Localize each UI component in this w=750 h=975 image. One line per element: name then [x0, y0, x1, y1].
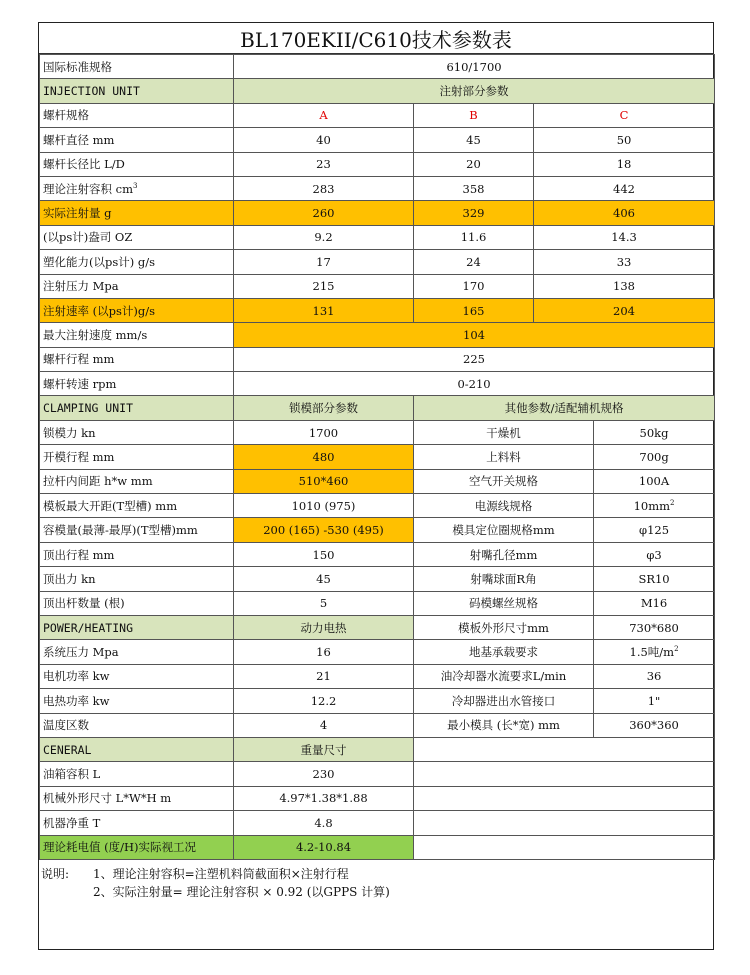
- power-label-text: 温度区数: [43, 718, 89, 733]
- general-value-text: 4.8: [314, 815, 333, 830]
- inj-value: [234, 298, 414, 322]
- inj-value-text: 17: [316, 254, 331, 269]
- inj-value: [534, 250, 715, 274]
- inj-value: [414, 201, 534, 225]
- inj-value: [234, 128, 414, 152]
- inj-value: [234, 274, 414, 298]
- inj-header-text: 注射部分参数: [439, 84, 509, 99]
- row-rpm: [40, 372, 715, 396]
- energy-value-text: 4.2-10.84: [295, 840, 352, 855]
- max-speed-value-text: 104: [463, 327, 485, 342]
- inj-value-text: 9.2: [314, 230, 333, 245]
- power-olabel: [414, 713, 594, 737]
- max-speed-value: [234, 323, 715, 347]
- clamp-label: [40, 420, 234, 444]
- other-value-text: φ125: [639, 523, 670, 538]
- inj-value-text: 260: [312, 206, 335, 221]
- inj-value-text: 24: [466, 254, 481, 269]
- inj-header: [234, 79, 715, 103]
- clamp-value-text: 5: [319, 596, 328, 611]
- power-other-value-text: 730*680: [629, 620, 679, 635]
- inj-value-text: 33: [616, 254, 632, 269]
- power-ovalue: [594, 713, 715, 737]
- general-header-text: 重量尺寸: [300, 742, 347, 757]
- inj-label: [40, 250, 234, 274]
- other-label: [414, 469, 594, 493]
- power-olabel-text: 油冷却器水流要求L/min: [440, 669, 567, 684]
- general-label-text: 机械外形尺寸 L*W*H m: [43, 791, 172, 806]
- spec-sheet: [38, 22, 714, 950]
- power-ovalue-text: 360*360: [629, 718, 679, 733]
- inj-label: [40, 176, 234, 200]
- clamp-value-text: 45: [316, 571, 331, 586]
- inj-value: [414, 152, 534, 176]
- inj-value: [534, 298, 715, 322]
- power-ovalue-text: 1.5吨/m: [629, 645, 675, 660]
- inj-value-text: 442: [613, 181, 635, 196]
- empty-cell: [414, 811, 715, 835]
- other-value-text: 700g: [639, 449, 669, 464]
- power-label-text: 系统压力 Mpa: [43, 645, 119, 660]
- inj-label-text: 理论注射容积 cm: [43, 181, 134, 196]
- clamp-value-text: 150: [312, 547, 335, 562]
- inj-label-text: 塑化能力(以ps计) g/s: [43, 254, 156, 269]
- clamp-label: [40, 591, 234, 615]
- power-ovalue: [594, 664, 715, 688]
- inj-value: [414, 274, 534, 298]
- row-injection-2: [40, 176, 715, 200]
- row-injection-header: [40, 79, 715, 103]
- inj-value-text: 358: [462, 181, 485, 196]
- other-label-text: 上料料: [486, 449, 521, 464]
- clamp-label: [40, 518, 234, 542]
- row-general-2: [40, 811, 715, 835]
- row-injection-7: [40, 298, 715, 322]
- clamp-value-text: 200 (165) -530 (495): [263, 523, 384, 538]
- inj-value-text: 20: [466, 157, 481, 172]
- rpm-label: [40, 372, 234, 396]
- other-label-text: 码模螺丝规格: [469, 596, 538, 611]
- inj-value-text: 14.3: [611, 230, 637, 245]
- screw-spec-col-b-text: B: [469, 108, 478, 123]
- power-value: [234, 640, 414, 664]
- stroke-label-text: 螺杆行程 mm: [43, 352, 115, 367]
- screw-spec-col-c: [534, 103, 715, 127]
- screw-spec-col-c-text: C: [619, 108, 629, 123]
- row-injection-0: [40, 128, 715, 152]
- inj-label-text: 实际注射量 g: [43, 206, 112, 221]
- other-value-sup: 2: [670, 498, 675, 507]
- clamp-header-text: 锁模部分参数: [289, 401, 358, 416]
- std-label-text: 国际标准规格: [43, 59, 112, 74]
- inj-value-text: 204: [613, 303, 635, 318]
- clamp-value: [234, 518, 414, 542]
- inj-unit: [40, 79, 234, 103]
- clamp-label: [40, 445, 234, 469]
- empty-cell: [414, 737, 715, 761]
- row-general-0: [40, 762, 715, 786]
- other-label-text: 射嘴孔径mm: [469, 547, 538, 562]
- inj-label: [40, 274, 234, 298]
- inj-value-text: 50: [616, 132, 632, 147]
- row-clamp-3: [40, 494, 715, 518]
- inj-label: [40, 225, 234, 249]
- row-clamp-7: [40, 591, 715, 615]
- inj-value: [414, 298, 534, 322]
- general-label: [40, 786, 234, 810]
- clamp-value: [234, 494, 414, 518]
- clamp-label-text: 容模量(最薄-最厚)(T型槽)mm: [43, 523, 198, 538]
- power-value-text: 21: [316, 669, 331, 684]
- clamp-value: [234, 591, 414, 615]
- inj-value: [534, 152, 715, 176]
- inj-value-text: 45: [466, 132, 481, 147]
- clamp-value-text: 480: [312, 449, 335, 464]
- clamp-value: [234, 542, 414, 566]
- row-injection-4: [40, 225, 715, 249]
- max-speed-label-text: 最大注射速度 mm/s: [43, 327, 148, 342]
- power-header-text: 动力电热: [300, 620, 347, 635]
- clamp-label-text: 模板最大开距(T型槽) mm: [43, 498, 178, 513]
- clamp-value: [234, 469, 414, 493]
- row-clamp-5: [40, 542, 715, 566]
- other-value: [594, 445, 715, 469]
- other-label: [414, 518, 594, 542]
- inj-value-text: 406: [613, 206, 635, 221]
- power-value-text: 4: [319, 718, 328, 733]
- other-value: [594, 469, 715, 493]
- stroke-value: [234, 347, 715, 371]
- row-clamp-2: [40, 469, 715, 493]
- other-value: [594, 591, 715, 615]
- clamp-label: [40, 567, 234, 591]
- power-value: [234, 664, 414, 688]
- power-olabel-text: 地基承载要求: [469, 645, 538, 660]
- inj-value: [234, 225, 414, 249]
- other-label-text: 空气开关规格: [469, 474, 538, 489]
- clamp-value-text: 1700: [308, 425, 339, 440]
- rpm-value-text: 0-210: [457, 376, 491, 391]
- inj-value-text: 18: [616, 157, 632, 172]
- general-label-text: 油箱容积 L: [43, 767, 101, 782]
- row-max-speed: [40, 323, 715, 347]
- power-ovalue-sup: 2: [674, 645, 679, 654]
- inj-value: [414, 176, 534, 200]
- power-unit-text: POWER/HEATING: [43, 620, 134, 635]
- empty-cell: [414, 762, 715, 786]
- inj-label: [40, 152, 234, 176]
- other-label-text: 模具定位圈规格mm: [452, 523, 555, 538]
- screw-spec-label-text: 螺杆规格: [43, 108, 89, 123]
- inj-value-text: 329: [462, 206, 485, 221]
- row-clamp-6: [40, 567, 715, 591]
- power-olabel-text: 最小模具 (长*宽) mm: [447, 718, 560, 733]
- power-label: [40, 664, 234, 688]
- screw-spec-label: [40, 103, 234, 127]
- general-value: [234, 762, 414, 786]
- clamp-label-text: 拉杆内间距 h*w mm: [43, 474, 153, 489]
- other-label-text: 电源线规格: [474, 498, 533, 513]
- inj-value-text: 170: [462, 279, 485, 294]
- power-value-text: 12.2: [310, 693, 337, 708]
- power-value: [234, 689, 414, 713]
- row-stroke: [40, 347, 715, 371]
- other-label: [414, 591, 594, 615]
- inj-value: [534, 201, 715, 225]
- power-value: [234, 713, 414, 737]
- empty-cell: [414, 786, 715, 810]
- std-label: [40, 55, 234, 79]
- general-label-text: 机器净重 T: [43, 815, 101, 830]
- notes-prefix: 说明:: [41, 867, 70, 881]
- stroke-label: [40, 347, 234, 371]
- row-clamp-1: [40, 445, 715, 469]
- row-clamp-0: [40, 420, 715, 444]
- inj-value-text: 215: [312, 279, 335, 294]
- spec-table: [39, 54, 715, 860]
- inj-label: [40, 128, 234, 152]
- row-clamping-header: [40, 396, 715, 420]
- inj-value-text: 283: [312, 181, 335, 196]
- general-unit-text: CENERAL: [43, 742, 92, 757]
- other-value: [594, 494, 715, 518]
- inj-value: [234, 176, 414, 200]
- inj-value: [234, 201, 414, 225]
- row-power-0: [40, 640, 715, 664]
- inj-value: [234, 152, 414, 176]
- power-label-text: 电热功率 kw: [43, 693, 110, 708]
- row-standard-spec: [40, 55, 715, 79]
- row-general-1: [40, 786, 715, 810]
- other-value-text: M16: [640, 596, 668, 611]
- power-ovalue: [594, 640, 715, 664]
- max-speed-label: [40, 323, 234, 347]
- general-label: [40, 811, 234, 835]
- inj-value-text: 138: [613, 279, 635, 294]
- inj-label-text: 螺杆长径比 L/D: [43, 157, 125, 172]
- other-value-text: 50kg: [639, 425, 669, 440]
- other-value: [594, 420, 715, 444]
- std-value-text: 610/1700: [446, 59, 502, 74]
- inj-value: [234, 250, 414, 274]
- power-ovalue: [594, 689, 715, 713]
- other-label: [414, 445, 594, 469]
- general-value: [234, 786, 414, 810]
- power-ovalue-text: 1": [647, 693, 661, 708]
- power-label-text: 电机功率 kw: [43, 669, 110, 684]
- inj-value: [534, 274, 715, 298]
- general-header: [234, 737, 414, 761]
- clamp-value-text: 510*460: [298, 474, 349, 489]
- clamp-value-text: 1010 (975): [291, 498, 356, 513]
- row-general-header: [40, 737, 715, 761]
- other-label-text: 射嘴球面R角: [470, 571, 537, 586]
- clamp-label-text: 顶出行程 mm: [43, 547, 115, 562]
- inj-unit-text: INJECTION UNIT: [43, 84, 140, 99]
- sheet-title: BL170EKII/C610技术参数表: [39, 23, 713, 54]
- clamp-label-text: 锁模力 kn: [43, 425, 96, 440]
- stroke-value-text: 225: [463, 352, 485, 367]
- power-label: [40, 713, 234, 737]
- rpm-value: [234, 372, 715, 396]
- inj-value: [414, 250, 534, 274]
- general-value-text: 4.97*1.38*1.88: [279, 791, 368, 806]
- power-other-label-text: 模板外形尺寸mm: [458, 620, 549, 635]
- row-injection-3: [40, 201, 715, 225]
- note-line-2: 2、实际注射量= 理论注射容积 × 0.92 (以GPPS 计算): [93, 885, 390, 899]
- row-screw-spec: [40, 103, 715, 127]
- row-clamp-4: [40, 518, 715, 542]
- power-header: [234, 615, 414, 639]
- other-value-text: SR10: [638, 571, 670, 586]
- power-label: [40, 640, 234, 664]
- inj-value-text: 23: [316, 157, 331, 172]
- other-label: [414, 567, 594, 591]
- inj-label-text: 螺杆直径 mm: [43, 132, 115, 147]
- screw-spec-col-a-text: A: [319, 108, 328, 123]
- other-label: [414, 494, 594, 518]
- inj-label-text: 注射速率 (以ps计)g/s: [43, 303, 156, 318]
- other-value-text: 10mm: [633, 498, 671, 513]
- clamp-label: [40, 469, 234, 493]
- power-other-value: [594, 615, 715, 639]
- other-value: [594, 567, 715, 591]
- clamp-unit-text: CLAMPING UNIT: [43, 401, 134, 416]
- inj-value-text: 40: [316, 132, 331, 147]
- row-injection-1: [40, 152, 715, 176]
- inj-label-text: (以ps计)盎司 OZ: [43, 230, 133, 245]
- inj-label: [40, 298, 234, 322]
- rpm-label-text: 螺杆转速 rpm: [43, 376, 117, 391]
- row-power-1: [40, 664, 715, 688]
- power-label: [40, 689, 234, 713]
- clamp-unit: [40, 396, 234, 420]
- other-value: [594, 542, 715, 566]
- other-label: [414, 420, 594, 444]
- general-label: [40, 762, 234, 786]
- power-unit: [40, 615, 234, 639]
- row-power-2: [40, 689, 715, 713]
- power-olabel: [414, 664, 594, 688]
- clamp-label-text: 开模行程 mm: [43, 449, 115, 464]
- inj-value: [534, 128, 715, 152]
- energy-label-text: 理论耗电值 (度/H)实际视工况: [43, 840, 197, 855]
- other-label-text: 干燥机: [486, 425, 521, 440]
- power-olabel: [414, 640, 594, 664]
- clamp-label-text: 顶出力 kn: [43, 571, 96, 586]
- notes-section: [39, 855, 713, 949]
- inj-value: [414, 128, 534, 152]
- screw-spec-col-a: [234, 103, 414, 127]
- power-value-text: 16: [316, 645, 331, 660]
- std-value: [234, 55, 715, 79]
- general-value: [234, 811, 414, 835]
- clamp-label: [40, 542, 234, 566]
- other-value-text: φ3: [646, 547, 662, 562]
- power-olabel: [414, 689, 594, 713]
- inj-value: [414, 225, 534, 249]
- other-header-text: 其他参数/适配辅机规格: [504, 401, 624, 416]
- spec-table-body: [40, 55, 715, 860]
- clamp-value: [234, 567, 414, 591]
- other-header: [414, 396, 715, 420]
- inj-value: [534, 176, 715, 200]
- row-injection-5: [40, 250, 715, 274]
- other-label: [414, 542, 594, 566]
- other-value: [594, 518, 715, 542]
- row-power-3: [40, 713, 715, 737]
- inj-value-text: 131: [312, 303, 335, 318]
- inj-label: [40, 201, 234, 225]
- row-power-header: [40, 615, 715, 639]
- power-other-label: [414, 615, 594, 639]
- general-value-text: 230: [312, 767, 335, 782]
- other-value-text: 100A: [638, 474, 670, 489]
- inj-label-sup: 3: [133, 181, 138, 190]
- power-olabel-text: 冷却器进出水管接口: [451, 693, 556, 708]
- row-injection-6: [40, 274, 715, 298]
- clamp-label: [40, 494, 234, 518]
- clamp-header: [234, 396, 414, 420]
- screw-spec-col-b: [414, 103, 534, 127]
- clamp-value: [234, 445, 414, 469]
- note-line-1: 1、理论注射容积=注塑机料筒截面积×注射行程: [93, 867, 349, 881]
- inj-value-text: 11.6: [460, 230, 487, 245]
- power-ovalue-text: 36: [646, 669, 662, 684]
- general-unit: [40, 737, 234, 761]
- inj-label-text: 注射压力 Mpa: [43, 279, 119, 294]
- inj-value-text: 165: [462, 303, 485, 318]
- inj-value: [534, 225, 715, 249]
- clamp-value: [234, 420, 414, 444]
- clamp-label-text: 顶出杆数量 (根): [43, 596, 125, 611]
